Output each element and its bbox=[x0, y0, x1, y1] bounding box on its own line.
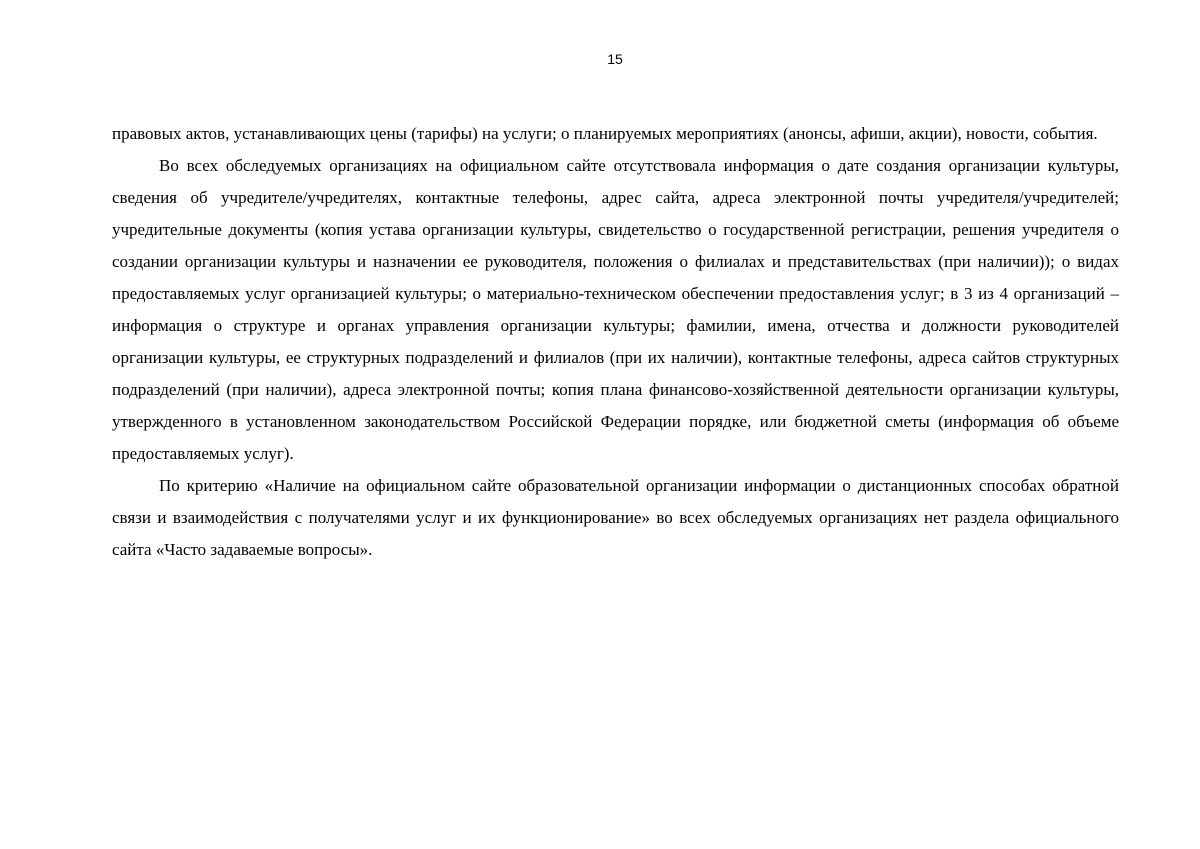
paragraph-feedback-criterion: По критерию «Наличие на официальном сайте образовательной организации информации о дистанционных способах обратной связи и взаимодействия с получателями услуг и их функционирование» во всех обследуемых организациях нет раздела официального сайта «Часто задаваемые вопросы». bbox=[112, 476, 1119, 559]
document-body bbox=[112, 118, 1119, 566]
paragraph-missing-information: Во всех обследуемых организациях на официальном сайте отсутствовала информация о дате создания организации культуры, сведения об учредителе/учредителях, контактные телефоны, адрес сайта, адреса электронной почты учредителя/учредителей; учредительные документы (копия устава организации культуры, свидетельство о государственной регистрации, решения учредителя о создании организации культуры и назначении ее руководителя, положения о филиалах и представительствах (при наличии)); о видах предоставляемых услуг организацией культуры; о материально-техническом обеспечении предоставления услуг; в 3 из 4 организаций – информация о структуре и органах управления организации культуры; фамилии, имена, отчества и должности руководителей организации культуры, ее структурных подразделений и филиалов (при их наличии), контактные телефоны, адреса сайтов структурных подразделений (при наличии), адреса электронной почты; копия плана финансово-хозяйственной деятельности организации культуры, утвержденного в установленном законодательством Российской Федерации порядке, или бюджетной сметы (информация об объеме предоставляемых услуг). bbox=[112, 156, 1119, 463]
paragraph-continuation: правовых актов, устанавливающих цены (тарифы) на услуги; о планируемых мероприятиях (анонсы, афиши, акции), новости, события. bbox=[112, 124, 1098, 143]
page-number: 15 bbox=[607, 51, 623, 67]
